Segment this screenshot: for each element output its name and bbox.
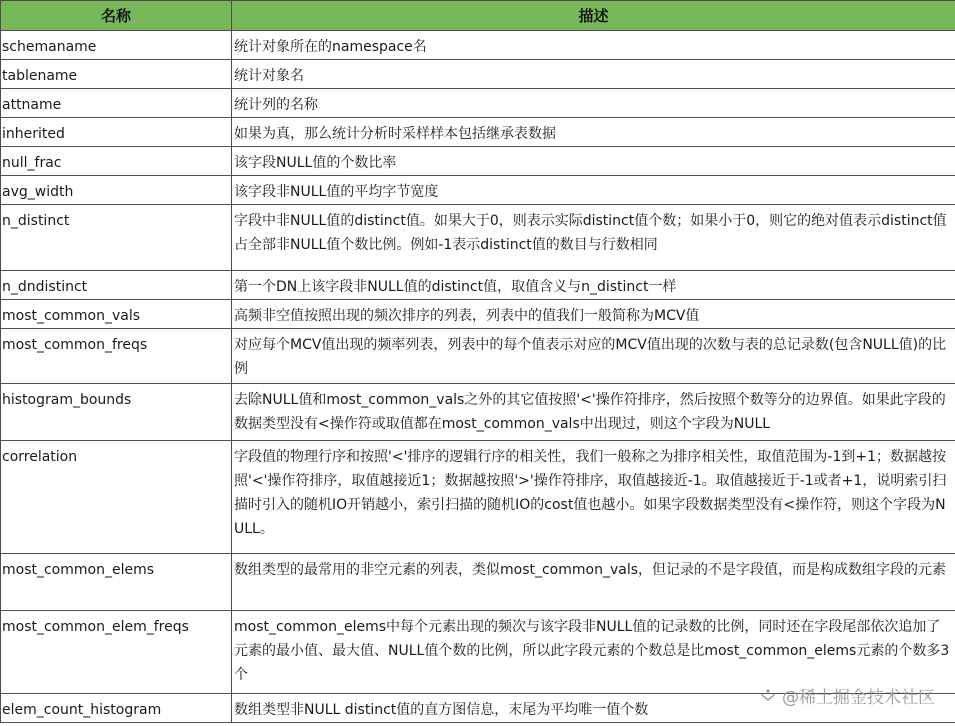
table-row: [1, 147, 955, 176]
header-row: [1, 1, 955, 31]
cell-desc: 字段值的物理行序和按照'<'排序的逻辑行序的相关性，我们一般称之为排序相关性，取值范围为-1到+1；数据越按照'<'操作符排序，取值越接近1；数据越按照'>'操作符排序，取值越接近-1。取值越接近于-1或者+1，说明索引扫描时引入的随机IO开销越小，索引扫描的随机IO的cost值也越小。如果字段数据类型没有<操作符，则这个字段为NULL。: [232, 441, 955, 554]
cell-desc: most_common_elems中每个元素出现的频次与该字段非NULL值的记录数的比例，同时还在字段尾部依次追加了元素的最小值、最大值、NULL值个数的比例，所以此字段元素的个数总是比most_common_elems元素的个数多3个: [232, 611, 955, 694]
cell-name: schemaname: [1, 31, 232, 60]
cell-desc: 数组类型非NULL distinct值的直方图信息，末尾为平均唯一值个数: [232, 694, 955, 723]
table-row: [1, 31, 955, 60]
header-desc: 描述: [232, 1, 955, 31]
cell-name: elem_count_histogram: [1, 694, 232, 723]
table-row: [1, 176, 955, 205]
watermark-text: @稀土掘金技术社区: [782, 688, 935, 708]
table-row: [1, 329, 955, 384]
cell-name: tablename: [1, 60, 232, 89]
table-row: [1, 89, 955, 118]
cell-name: correlation: [1, 441, 232, 554]
cell-name: most_common_elem_freqs: [1, 611, 232, 694]
table-row: [1, 60, 955, 89]
cell-desc: 统计列的名称: [232, 89, 955, 118]
cell-desc: 该字段NULL值的个数比率: [232, 147, 955, 176]
table-row: [1, 384, 955, 441]
table-row: [1, 441, 955, 554]
table-row: [1, 271, 955, 300]
cell-name: inherited: [1, 118, 232, 147]
cell-desc: 高频非空值按照出现的频次排序的列表，列表中的值我们一般简称为MCV值: [232, 300, 955, 329]
cell-desc: 统计对象所在的namespace名: [232, 31, 955, 60]
table-row: [1, 205, 955, 271]
cell-name: histogram_bounds: [1, 384, 232, 441]
cell-name: avg_width: [1, 176, 232, 205]
table-row: [1, 554, 955, 611]
watermark: [760, 683, 935, 708]
table-row: [1, 300, 955, 329]
cell-name: null_frac: [1, 147, 232, 176]
table-row: [1, 611, 955, 694]
cell-desc: 字段中非NULL值的distinct值。如果大于0，则表示实际distinct值个数；如果小于0，则它的绝对值表示distinct值占全部非NULL值个数比例。例如-1表示distinct值的数目与行数相同: [232, 205, 955, 271]
cell-desc: 统计对象名: [232, 60, 955, 89]
cell-desc: 对应每个MCV值出现的频率列表，列表中的每个值表示对应的MCV值出现的次数与表的总记录数(包含NULL值)的比例: [232, 329, 955, 384]
cell-name: most_common_vals: [1, 300, 232, 329]
cell-name: most_common_elems: [1, 554, 232, 611]
cell-name: attname: [1, 89, 232, 118]
cell-name: most_common_freqs: [1, 329, 232, 384]
cell-desc: 数组类型的最常用的非空元素的列表，类似most_common_vals，但记录的不是字段值，而是构成数组字段的元素: [232, 554, 955, 611]
cell-desc: 去除NULL值和most_common_vals之外的其它值按照'<'操作符排序，然后按照个数等分的边界值。如果此字段的数据类型没有<操作符或取值都在most_common_vals中出现过，则这个字段为NULL: [232, 384, 955, 441]
header-name: 名称: [1, 1, 232, 31]
cell-desc: 第一个DN上该字段非NULL值的distinct值，取值含义与n_distinct一样: [232, 271, 955, 300]
cell-desc: 如果为真，那么统计分析时采样样本包括继承表数据: [232, 118, 955, 147]
cell-desc: 该字段非NULL值的平均字节宽度: [232, 176, 955, 205]
cell-name: n_dndistinct: [1, 271, 232, 300]
table-row: [1, 118, 955, 147]
cell-name: n_distinct: [1, 205, 232, 271]
juejin-logo-icon: [760, 688, 776, 704]
